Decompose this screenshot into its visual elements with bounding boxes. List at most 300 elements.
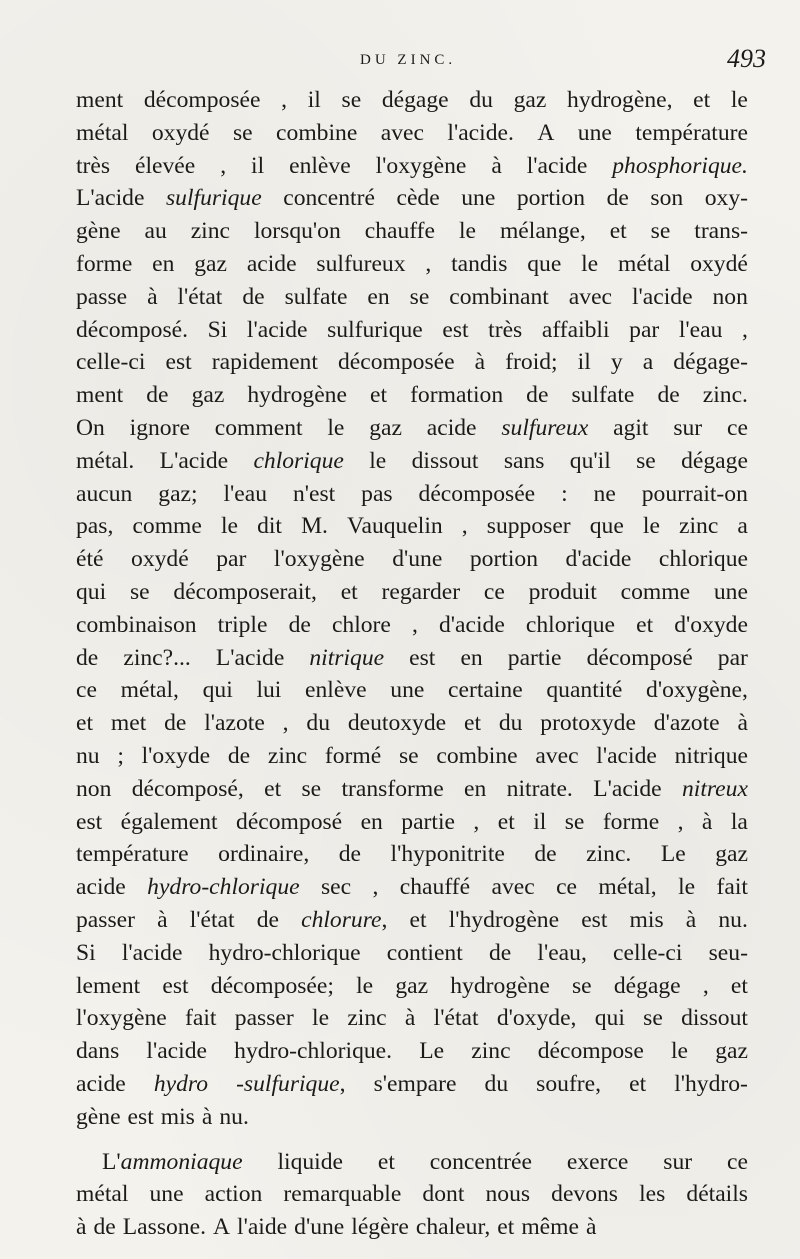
word: : <box>561 480 568 507</box>
word: -sulfurique, <box>236 1070 346 1097</box>
word: et <box>463 710 481 737</box>
word: passer <box>76 906 135 933</box>
text-line <box>76 117 748 150</box>
word: gène <box>76 218 121 245</box>
word: On <box>76 414 105 441</box>
word: très <box>76 152 111 179</box>
word: sulfate <box>571 382 635 409</box>
word: se <box>129 578 150 605</box>
word: détails <box>686 1181 748 1208</box>
word: dit <box>257 513 282 540</box>
word: ce <box>556 874 578 901</box>
word: forme <box>602 808 660 835</box>
word: en <box>367 283 390 310</box>
word: et <box>497 1214 515 1241</box>
word: l'oxygène <box>375 152 467 179</box>
word: et <box>497 808 515 835</box>
word: et <box>609 218 627 245</box>
word: acide <box>76 1070 126 1097</box>
word: il <box>577 349 591 376</box>
word: non <box>76 775 112 802</box>
word: affaibli <box>541 316 610 343</box>
word: phosphorique. <box>612 152 748 179</box>
word: d'acide <box>438 611 505 638</box>
word: avec <box>380 119 424 146</box>
word: décomposé, <box>131 775 244 802</box>
word: passer <box>234 1005 294 1032</box>
word: s'empare <box>373 1070 457 1097</box>
word: zinc <box>190 218 230 245</box>
word: lorsqu'on <box>253 218 341 245</box>
word: décomposée <box>418 480 536 507</box>
word: le <box>458 218 476 245</box>
word: fait <box>716 874 748 901</box>
word: décomposé <box>586 644 693 671</box>
word: même <box>521 1214 579 1241</box>
text-line <box>76 478 748 511</box>
word: formation <box>410 382 504 409</box>
word: combine <box>436 742 518 769</box>
word: combine <box>276 119 358 146</box>
word: tandis <box>451 250 508 277</box>
word: de <box>606 185 629 212</box>
word: de <box>526 382 549 409</box>
word: portion <box>516 185 586 212</box>
word: oxydé <box>151 119 210 146</box>
word: partie <box>401 808 455 835</box>
word: et <box>629 1070 647 1097</box>
word: comment <box>214 414 303 441</box>
word: l'état <box>177 283 223 310</box>
word: de <box>338 841 362 868</box>
text-line <box>76 182 748 215</box>
word: de <box>93 1214 116 1241</box>
word: l'acide <box>146 1038 207 1065</box>
word: se <box>572 972 592 999</box>
text-line <box>76 740 748 773</box>
word: zinc. <box>702 382 748 409</box>
word: et <box>370 382 388 409</box>
word: métal <box>76 119 129 146</box>
text-line <box>76 773 748 806</box>
word: une <box>577 119 612 146</box>
word: avec <box>491 874 535 901</box>
word: l'acide <box>631 283 693 310</box>
word: oxy- <box>704 185 748 212</box>
word: au <box>144 218 167 245</box>
word: la <box>730 808 748 835</box>
word: sur <box>673 414 703 441</box>
text-line <box>76 215 748 248</box>
word: ce <box>76 677 97 704</box>
word: une <box>713 578 748 605</box>
word: A <box>537 119 555 146</box>
word: enlève <box>289 152 351 179</box>
word: deutoxyde <box>347 710 447 737</box>
word: chauffe <box>364 218 436 245</box>
word: également <box>120 808 218 835</box>
word: à <box>157 906 168 933</box>
word: pas, <box>76 513 114 540</box>
text-line <box>76 609 748 642</box>
word: de <box>657 382 680 409</box>
word: avec <box>535 742 579 769</box>
word: de <box>227 742 251 769</box>
word: Lassone. <box>122 1214 206 1241</box>
word: ignore <box>129 414 190 441</box>
word: de <box>288 611 311 638</box>
text-line <box>76 674 748 707</box>
word: chlorique <box>253 447 344 474</box>
word: triple <box>217 611 268 638</box>
text-line <box>76 445 748 478</box>
word: de <box>146 382 169 409</box>
word: le <box>642 513 660 540</box>
word: l'acide. <box>447 119 514 146</box>
word: légère <box>351 1214 409 1241</box>
text-line <box>76 838 748 871</box>
word: L'acide <box>593 775 662 802</box>
word: le <box>678 874 696 901</box>
word: concentré <box>283 185 375 212</box>
word: , <box>677 808 684 835</box>
word: est <box>409 644 436 671</box>
word: l'oxygène <box>273 546 365 573</box>
text-line <box>76 1146 748 1179</box>
word: est <box>442 316 469 343</box>
word: chlorure, <box>301 906 388 933</box>
word: à <box>585 1214 597 1241</box>
word: enlève <box>305 677 367 704</box>
word: L'ammoniaque <box>102 1148 243 1175</box>
word: rapidement <box>211 349 318 376</box>
text-line <box>76 314 748 347</box>
word: gaz <box>194 250 227 277</box>
word: nu. <box>219 1103 249 1130</box>
word: zinc?... <box>123 644 191 671</box>
word: remarquable <box>283 1181 402 1208</box>
text-line <box>76 642 748 675</box>
word: ce <box>727 1148 748 1175</box>
word: combinaison <box>76 611 197 638</box>
word: A <box>212 1214 231 1241</box>
word: qui <box>76 578 107 605</box>
word: son <box>650 185 684 212</box>
word: aucun <box>76 480 133 507</box>
word: , <box>473 808 480 835</box>
word: par <box>629 316 660 343</box>
text-line <box>76 150 748 183</box>
word: , <box>411 611 418 638</box>
word: gaz <box>715 841 748 868</box>
word: liquide <box>277 1148 343 1175</box>
word: l'hyponitrite <box>390 841 505 868</box>
word: mélange, <box>499 218 586 245</box>
word: M. <box>301 513 328 540</box>
word: passe <box>76 283 128 310</box>
word: élevée <box>135 152 196 179</box>
word: il <box>533 808 547 835</box>
word: d'une <box>294 1214 345 1241</box>
word: que <box>589 513 624 540</box>
word: l'acide <box>246 316 308 343</box>
word: protoxyde <box>540 710 636 737</box>
word: gène <box>76 1103 121 1130</box>
word: décompose <box>537 1038 644 1065</box>
word: soufre, <box>536 1070 602 1097</box>
word: non <box>712 283 748 310</box>
word: sulfate <box>284 283 348 310</box>
word: formé <box>324 742 382 769</box>
word: dégage <box>681 447 748 474</box>
word: à <box>201 1103 213 1130</box>
word: Si <box>76 939 96 966</box>
word: sulfurique <box>327 316 423 343</box>
word: Si <box>207 316 228 343</box>
word: une <box>390 677 425 704</box>
word: nu <box>76 742 100 769</box>
word: en <box>460 644 483 671</box>
text-line <box>76 1035 748 1068</box>
word: regarder <box>381 578 461 605</box>
word: et <box>76 710 94 737</box>
word: métal <box>76 1181 129 1208</box>
word: se <box>636 447 656 474</box>
word: qui <box>594 1005 625 1032</box>
word: gaz; <box>158 480 198 507</box>
text-line <box>76 412 748 445</box>
word: très <box>488 316 523 343</box>
word: été <box>76 546 104 573</box>
word: se <box>398 742 419 769</box>
word: dégage <box>613 972 681 999</box>
word: il <box>307 87 321 113</box>
word: à <box>685 906 697 933</box>
word: le <box>312 1005 330 1032</box>
word: en <box>152 250 175 277</box>
word: ordinaire, <box>218 841 310 868</box>
word: l'état <box>433 1005 479 1032</box>
text-line <box>76 543 748 576</box>
word: , <box>220 152 227 179</box>
word: que <box>527 250 562 277</box>
text-line <box>76 379 748 412</box>
word: en <box>360 808 383 835</box>
word: zinc <box>347 1005 387 1032</box>
word: l'azote <box>204 710 265 737</box>
word: hydrogène <box>247 382 347 409</box>
word: se <box>643 1005 663 1032</box>
word: à <box>404 1005 416 1032</box>
word: mis <box>629 906 664 933</box>
word: sans <box>503 447 545 474</box>
word: dissout <box>411 447 479 474</box>
word: , <box>425 250 432 277</box>
running-head: DU ZINC. <box>360 52 457 68</box>
body-text <box>76 84 748 1244</box>
word: et <box>693 87 711 113</box>
text-line <box>76 1101 748 1134</box>
word: portion <box>469 546 538 573</box>
word: l'état <box>189 906 235 933</box>
text-line <box>76 346 748 379</box>
word: L'acide <box>76 185 145 212</box>
word: partie <box>507 644 562 671</box>
word: oxydé <box>131 546 189 573</box>
word: concentrée <box>429 1148 532 1175</box>
word: trans- <box>694 218 748 245</box>
text-line <box>76 1068 748 1101</box>
word: température <box>76 841 189 868</box>
word: le <box>671 1038 689 1065</box>
word: zinc <box>267 742 308 769</box>
word: sur <box>663 1148 693 1175</box>
word: dans <box>76 1038 120 1065</box>
word: a <box>737 513 748 540</box>
word: exerce <box>566 1148 629 1175</box>
word: les <box>639 1181 666 1208</box>
text-line <box>76 871 748 904</box>
word: dégage <box>381 87 449 113</box>
word: et <box>409 906 427 933</box>
text-line <box>76 281 748 314</box>
word: sulfureux <box>316 250 406 277</box>
word: l'hydro- <box>674 1070 748 1097</box>
word: lui <box>256 677 282 704</box>
word: , <box>282 710 289 737</box>
word: seu- <box>708 939 748 966</box>
word: Vauquelin <box>347 513 443 540</box>
word: sulfurique <box>165 185 262 212</box>
word: l'eau <box>678 316 723 343</box>
word: comme <box>132 513 202 540</box>
word: de <box>164 710 187 737</box>
word: l'aide <box>237 1214 288 1241</box>
word: hydro <box>153 1070 209 1097</box>
word: ce <box>483 578 505 605</box>
word: , <box>372 874 379 901</box>
word: mis <box>160 1103 195 1130</box>
word: décomposée <box>337 349 455 376</box>
word: fait <box>185 1005 217 1032</box>
word: du <box>469 87 493 113</box>
word: forme <box>76 250 133 277</box>
word: l'acide <box>526 152 588 179</box>
word: d'une <box>392 546 443 573</box>
word: et <box>377 1148 395 1175</box>
word: dégage- <box>673 349 748 376</box>
word: une <box>461 185 496 212</box>
word: décomposé <box>236 808 343 835</box>
word: à <box>491 152 502 179</box>
word: métal. <box>76 447 135 474</box>
word: ne <box>593 480 616 507</box>
word: acide <box>76 874 126 901</box>
word: de <box>76 644 99 671</box>
word: ment <box>76 382 124 409</box>
word: froid; <box>505 349 558 376</box>
word: en <box>464 775 487 802</box>
text-line <box>76 806 748 839</box>
word: décomposé. <box>76 316 189 343</box>
word: par <box>216 546 247 573</box>
word: est <box>162 972 189 999</box>
word: transforme <box>341 775 444 802</box>
word: l'eau, <box>537 939 587 966</box>
word: dont <box>422 1181 465 1208</box>
word: le <box>220 513 238 540</box>
word: n'est <box>292 480 336 507</box>
word: , <box>702 972 709 999</box>
word: décomposée <box>143 87 261 113</box>
word: nitrique <box>674 742 748 769</box>
word: contient <box>386 939 463 966</box>
word: , <box>281 87 288 113</box>
word: nous <box>485 1181 531 1208</box>
word: l'acide <box>596 742 657 769</box>
word: d'acide <box>565 546 632 573</box>
word: à <box>147 283 158 310</box>
word: Le <box>660 841 686 868</box>
word: et <box>730 972 748 999</box>
word: hydro-chlorique <box>208 939 361 966</box>
word: et <box>264 775 282 802</box>
word: sec <box>320 874 352 901</box>
word: L'acide <box>215 644 285 671</box>
word: métal, <box>598 874 657 901</box>
word: de <box>256 906 279 933</box>
word: métal <box>617 250 671 277</box>
word: hydrogène <box>450 972 550 999</box>
word: nu. <box>718 906 748 933</box>
word: se <box>232 119 253 146</box>
word: température <box>635 119 748 146</box>
word: chaleur, <box>415 1214 491 1241</box>
word: , <box>461 513 468 540</box>
word: est <box>76 808 103 835</box>
word: est <box>127 1103 154 1130</box>
word: y <box>610 349 623 376</box>
word: le <box>581 250 599 277</box>
text-line <box>76 937 748 970</box>
word: est <box>165 349 192 376</box>
word: action <box>204 1181 263 1208</box>
word: à <box>474 349 486 376</box>
word: métal, <box>120 677 179 704</box>
word: gaz <box>395 972 429 999</box>
word: pas <box>361 480 393 507</box>
word: celle-ci <box>76 349 146 376</box>
text-line <box>76 1178 748 1211</box>
word: du <box>498 710 523 737</box>
word: acide <box>426 414 477 441</box>
text-line <box>76 904 748 937</box>
text-line <box>76 84 748 117</box>
word: ce <box>726 414 748 441</box>
word: à <box>76 1214 87 1241</box>
word: chlore <box>331 611 391 638</box>
text-line <box>76 1211 748 1244</box>
word: combinant <box>449 283 549 310</box>
word: chlorique <box>658 546 748 573</box>
word: oxydé <box>690 250 748 277</box>
word: nitrate. <box>506 775 573 802</box>
word: de <box>242 283 265 310</box>
word: hydro-chlorique. <box>234 1038 393 1065</box>
word: du <box>306 710 330 737</box>
word: met <box>110 710 147 737</box>
text-line <box>76 576 748 609</box>
